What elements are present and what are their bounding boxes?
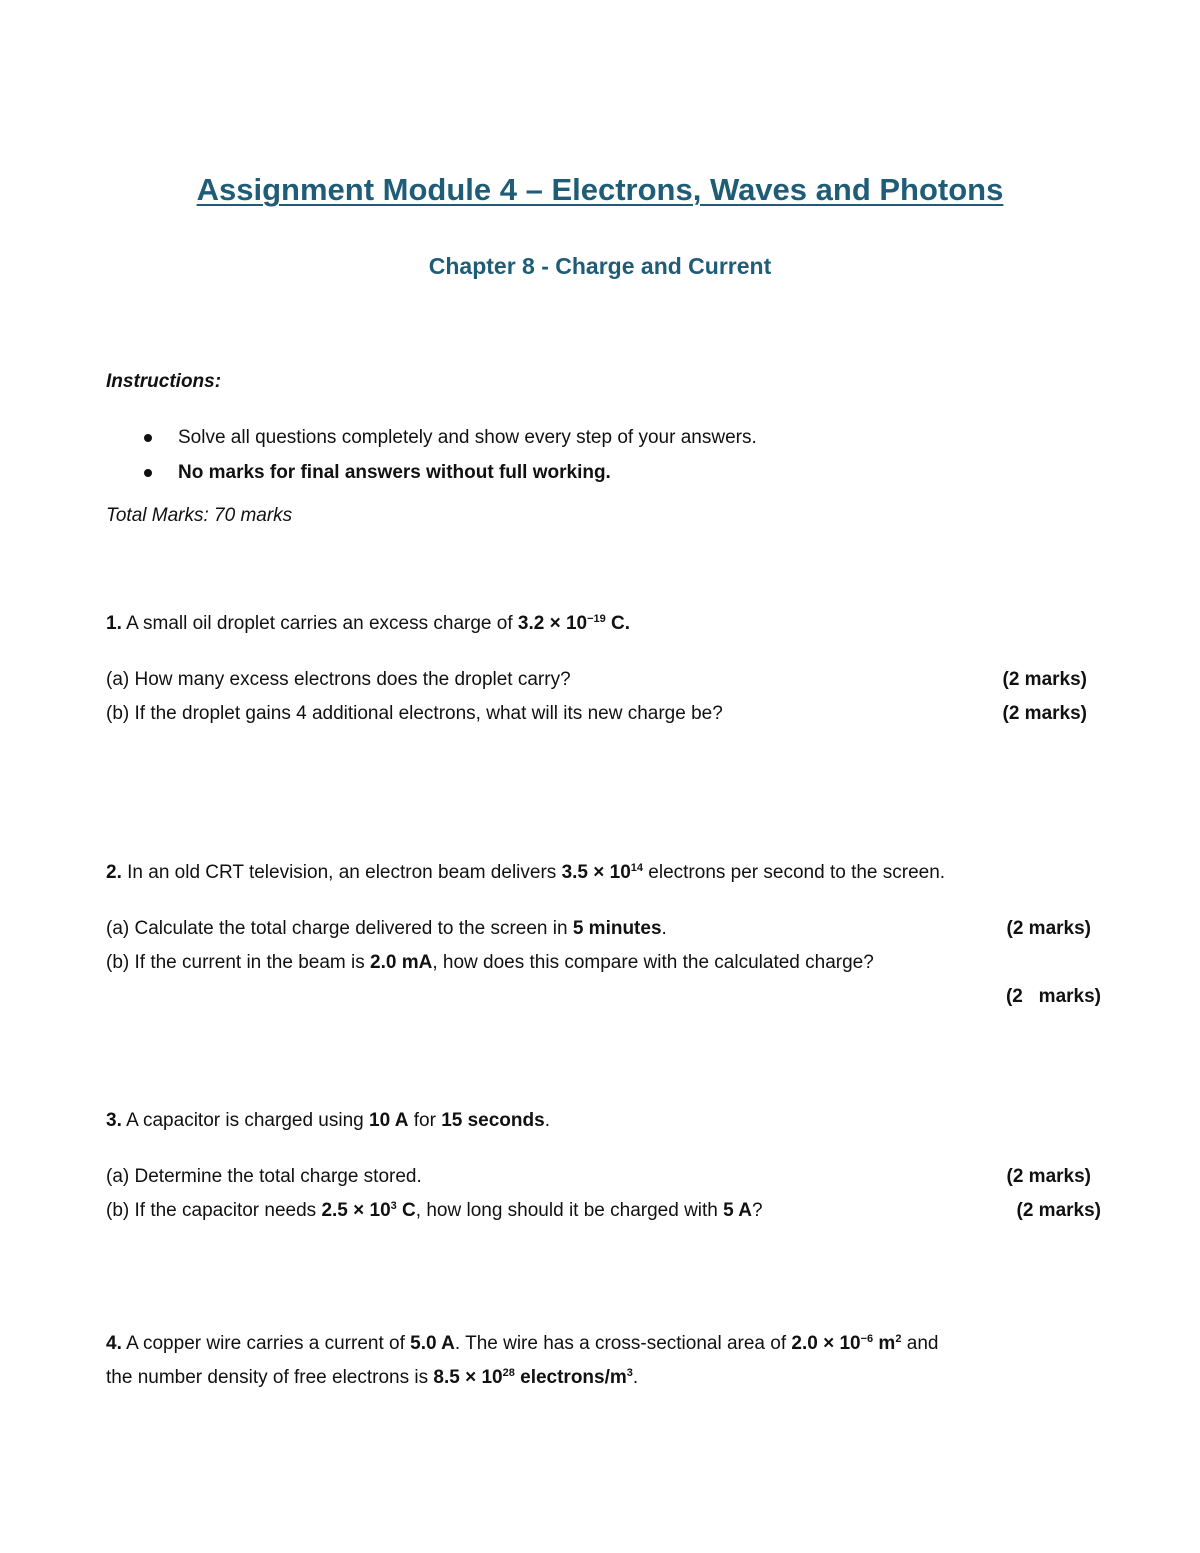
question-4 xyxy=(106,1327,1101,1395)
rate-exponent: 14 xyxy=(630,862,644,874)
charge-value: 2.5 × 10 xyxy=(321,1200,391,1221)
part-text: (a) How many excess electrons does the droplet carry? xyxy=(106,669,571,690)
part-text: , how long should it be charged with xyxy=(415,1200,724,1221)
question-3 xyxy=(106,1104,1101,1228)
question-text: In an old CRT television, an electron beam delivers xyxy=(121,862,562,883)
bullet-icon xyxy=(144,469,152,477)
question-4-stem-line2 xyxy=(106,1361,1101,1395)
question-2-stem xyxy=(106,856,1101,890)
marks-label: (2 marks) xyxy=(1002,669,1087,690)
current-value: 5 A xyxy=(723,1200,753,1221)
time-value: 5 minutes xyxy=(572,918,662,939)
current-value: 2.0 mA xyxy=(370,952,433,973)
question-2 xyxy=(106,856,1101,1014)
question-text: electrons per second to the screen. xyxy=(643,862,946,883)
question-3-stem xyxy=(106,1104,1101,1138)
area-unit-exponent: 2 xyxy=(895,1333,902,1345)
charge-unit: C. xyxy=(605,613,631,634)
part-text: ? xyxy=(752,1200,763,1221)
total-marks: Total Marks: 70 marks xyxy=(106,505,293,526)
charge-exponent: −19 xyxy=(587,613,606,625)
question-number: 4. xyxy=(106,1333,122,1354)
question-1 xyxy=(106,607,1101,731)
marks-label: (2 marks) xyxy=(1006,1166,1091,1187)
part-text: . xyxy=(661,918,667,939)
instructions-list xyxy=(106,420,757,490)
rate-value: 3.5 × 10 xyxy=(561,862,631,883)
area-exponent: −6 xyxy=(860,1333,874,1345)
chapter-subtitle: Chapter 8 - Charge and Current xyxy=(428,253,772,279)
question-text: the number density of free electrons is xyxy=(106,1367,434,1388)
part-text: (b) If the current in the beam is xyxy=(106,952,371,973)
instruction-item xyxy=(106,420,757,455)
question-text: A small oil droplet carries an excess charge of xyxy=(126,613,518,634)
marks-label: (2 marks) xyxy=(1006,918,1091,939)
part-text: (a) Calculate the total charge delivered to the screen in xyxy=(106,918,573,939)
question-text: and xyxy=(901,1333,939,1354)
charge-value: 3.2 × 10 xyxy=(517,613,588,634)
question-text: for xyxy=(408,1110,442,1131)
question-number: 1. xyxy=(106,613,122,634)
bullet-icon xyxy=(144,434,152,442)
question-text: . xyxy=(544,1110,550,1131)
question-text: A capacitor is charged using xyxy=(121,1110,370,1131)
instruction-text: No marks for final answers without full working. xyxy=(178,462,611,483)
marks-label: (2 marks) xyxy=(1016,1200,1101,1221)
marks-label: (2 marks) xyxy=(1005,986,1101,1007)
part-text: (a) Determine the total charge stored. xyxy=(106,1166,422,1187)
question-2b xyxy=(106,946,1101,980)
question-2b-marks xyxy=(106,980,1101,1014)
charge-unit: C xyxy=(396,1200,416,1221)
question-1b xyxy=(106,697,1101,731)
question-4-stem-line1 xyxy=(106,1327,1101,1361)
time-value: 15 seconds xyxy=(441,1110,545,1131)
part-text: (b) If the droplet gains 4 additional electrons, what will its new charge be? xyxy=(106,703,723,724)
density-unit-exponent: 3 xyxy=(626,1367,633,1379)
area-value: 2.0 × 10 xyxy=(791,1333,861,1354)
page-title: Assignment Module 4 – Electrons, Waves and Photons xyxy=(196,172,1004,207)
current-value: 10 A xyxy=(369,1110,409,1131)
instruction-text: Solve all questions completely and show every step of your answers. xyxy=(178,427,757,448)
area-unit: m xyxy=(873,1333,896,1354)
density-unit: electrons/m xyxy=(514,1367,627,1388)
charge-exponent: 3 xyxy=(390,1200,397,1212)
density-value: 8.5 × 10 xyxy=(433,1367,503,1388)
question-1a xyxy=(106,663,1101,697)
question-text: . xyxy=(632,1367,639,1388)
density-exponent: 28 xyxy=(502,1367,515,1379)
question-text: . The wire has a cross-sectional area of xyxy=(454,1333,792,1354)
marks-label: (2 marks) xyxy=(1002,703,1087,724)
part-text: , how does this compare with the calculated charge? xyxy=(432,952,874,973)
part-text: (b) If the capacitor needs xyxy=(106,1200,322,1221)
question-text: A copper wire carries a current of xyxy=(121,1333,411,1354)
current-value: 5.0 A xyxy=(410,1333,455,1354)
instructions-heading: Instructions: xyxy=(106,371,222,392)
question-3a xyxy=(106,1160,1101,1194)
question-number: 3. xyxy=(106,1110,122,1131)
question-2a xyxy=(106,912,1101,946)
question-1-stem xyxy=(106,607,1101,641)
question-3b xyxy=(106,1194,1101,1228)
instruction-item xyxy=(106,455,757,490)
question-number: 2. xyxy=(106,862,122,883)
